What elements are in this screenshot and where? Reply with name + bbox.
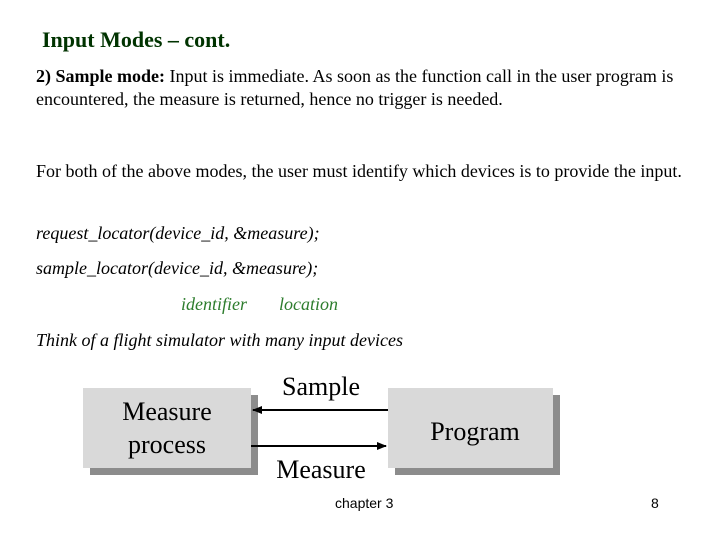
think-text: Think of a flight simulator with many input devices [36, 330, 403, 350]
code-request-locator: request_locator(device_id, &measure); [36, 223, 320, 243]
footer-chapter: chapter 3 [335, 495, 394, 511]
measure-arrow-label: Measure [276, 455, 366, 484]
sample-mode-lead: 2) Sample mode: [36, 66, 165, 86]
sample-mode-paragraph [36, 65, 696, 111]
measure-process-line1: Measure [122, 397, 212, 426]
sample-mode-text: Input is immediate. As soon as the function call in the user program is encountered, the measure is returned, hence no trigger is needed. [36, 66, 674, 109]
program-box [388, 388, 560, 475]
label-identifier: identifier [181, 294, 247, 314]
label-location: location [279, 294, 338, 314]
measure-arrow [251, 446, 386, 484]
footer-page-number: 8 [651, 495, 659, 511]
sample-arrow-label: Sample [282, 372, 360, 401]
measure-process-line2: process [128, 430, 206, 459]
sample-arrow [253, 372, 388, 410]
program-label: Program [430, 417, 520, 446]
both-modes-paragraph: For both of the above modes, the user must identify which devices is to provide the input. [36, 161, 682, 181]
sample-mode-diagram [80, 370, 570, 485]
code-sample-locator: sample_locator(device_id, &measure); [36, 258, 319, 278]
measure-process-box [83, 388, 258, 475]
slide-title: Input Modes – cont. [42, 27, 231, 52]
